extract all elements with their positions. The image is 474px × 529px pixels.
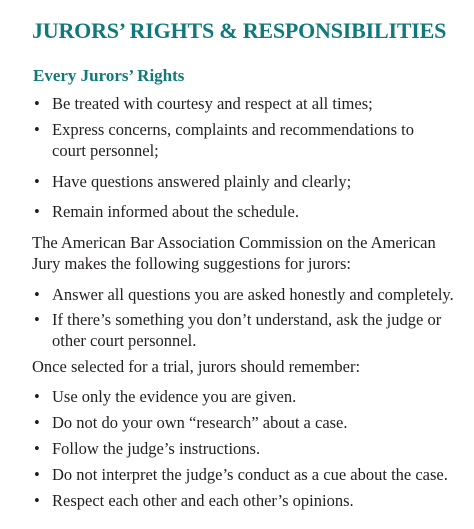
- list-item-text: other court personnel.: [52, 331, 197, 350]
- list-item-text: court personnel;: [52, 141, 159, 160]
- bullet-icon: •: [34, 202, 40, 221]
- bullet-icon: •: [34, 94, 40, 113]
- bullet-icon: •: [34, 413, 40, 432]
- bullet-icon: •: [34, 285, 40, 304]
- list-item-text: Express concerns, complaints and recommendations to: [52, 120, 414, 139]
- list-item-text: Do not interpret the judge’s conduct as a cue about the case.: [52, 465, 448, 484]
- bullet-icon: •: [34, 439, 40, 458]
- paragraph-line: Once selected for a trial, jurors should remember:: [32, 357, 361, 376]
- section-subtitle: Every Jurors’ Rights: [33, 66, 185, 85]
- bullet-icon: •: [34, 465, 40, 484]
- page-title: JURORS’ RIGHTS & RESPONSIBILITIES: [32, 18, 447, 43]
- paragraph-line: The American Bar Association Commission on the American: [32, 233, 436, 252]
- bullet-icon: •: [34, 120, 40, 139]
- list-item-text: Have questions answered plainly and clearly;: [52, 172, 352, 191]
- list-item-text: Answer all questions you are asked honestly and completely.: [52, 285, 454, 304]
- list-item-text: Remain informed about the schedule.: [52, 202, 299, 221]
- list-item-text: Respect each other and each other’s opinions.: [52, 491, 354, 510]
- bullet-icon: •: [34, 310, 40, 329]
- bullet-icon: •: [34, 172, 40, 191]
- bullet-icon: •: [34, 387, 40, 406]
- list-item-text: Use only the evidence you are given.: [52, 387, 297, 406]
- list-item-text: If there’s something you don’t understand, ask the judge or: [52, 310, 442, 329]
- list-item-text: Follow the judge’s instructions.: [52, 439, 261, 458]
- list-item-text: Be treated with courtesy and respect at all times;: [52, 94, 373, 113]
- list-item-text: Do not do your own “research” about a case.: [52, 413, 348, 432]
- paragraph-line: Jury makes the following suggestions for jurors:: [32, 254, 351, 273]
- bullet-icon: •: [34, 491, 40, 510]
